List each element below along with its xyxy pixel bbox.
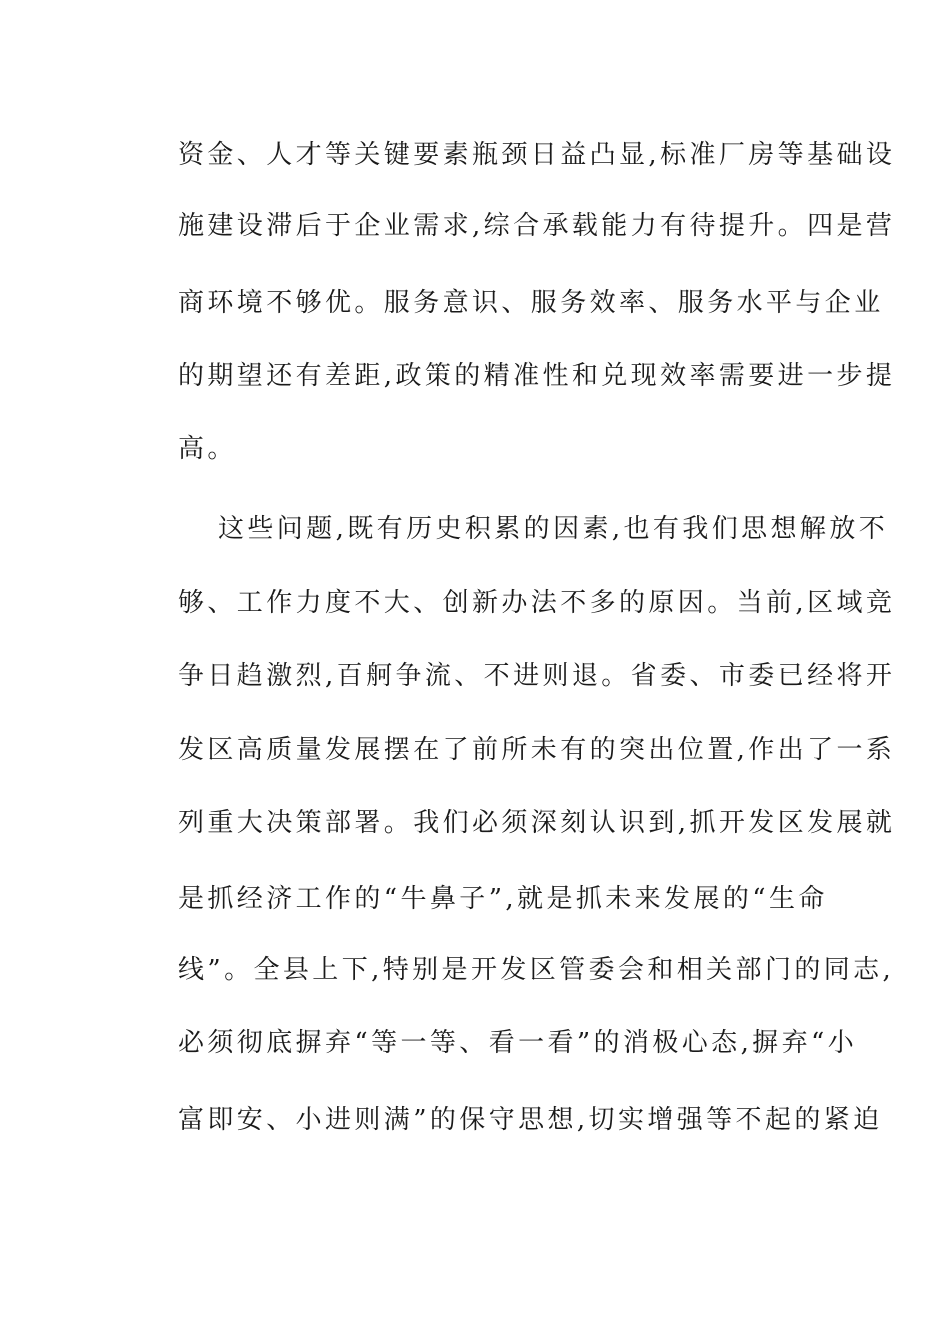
text-line: 线”。全县上下,特别是开发区管委会和相关部门的同志, <box>178 955 895 985</box>
text-line: 列重大决策部署。我们必须深刻认识到,抓开发区发展就 <box>178 808 896 838</box>
text-line: 发区高质量发展摆在了前所未有的突出位置,作出了一系 <box>178 735 896 765</box>
text-line: 争日趋激烈,百舸争流、不进则退。省委、市委已经将开 <box>178 661 896 691</box>
text-line: 高。 <box>178 434 237 464</box>
text-line: 施建设滞后于企业需求,综合承载能力有待提升。四是营 <box>178 211 896 241</box>
text-line: 必须彻底摒弃“等一等、看一看”的消极心态,摒弃“小 <box>178 1028 858 1058</box>
text-line: 商环境不够优。服务意识、服务效率、服务水平与企业 <box>178 288 884 318</box>
text-line: 够、工作力度不大、创新办法不多的原因。当前,区域竞 <box>178 588 896 618</box>
text-line: 这些问题,既有历史积累的因素,也有我们思想解放不 <box>218 514 889 544</box>
text-line: 富即安、小进则满”的保守思想,切实增强等不起的紧迫 <box>178 1105 883 1135</box>
text-line: 的期望还有差距,政策的精准性和兑现效率需要进一步提 <box>178 361 896 391</box>
text-line: 是抓经济工作的“牛鼻子”,就是抓未来发展的“生命 <box>178 884 828 914</box>
text-line: 资金、人才等关键要素瓶颈日益凸显,标准厂房等基础设 <box>178 140 896 170</box>
